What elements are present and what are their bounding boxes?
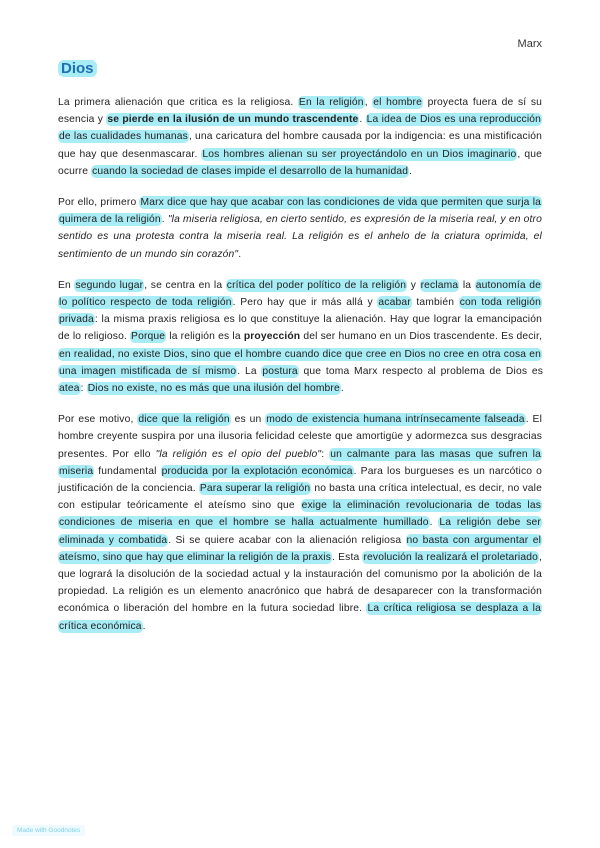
highlight-run: producida por la explotación económica xyxy=(161,465,353,477)
text-run: En xyxy=(58,279,71,291)
text-run: , una caricatura del hombre causada por la indigencia: es una mistificación que hay que desenmascarar. xyxy=(58,131,543,160)
text-run: . xyxy=(238,248,242,260)
highlight-run: En la religión xyxy=(298,97,364,108)
bold-run: proyección xyxy=(243,331,301,343)
text-run: . La xyxy=(237,365,257,377)
text-run: . xyxy=(409,165,413,177)
highlight-run: La idea de Dios es una reproducción de las cualidades humanas xyxy=(59,114,542,143)
quote-run: "la miseria religiosa, en cierto sentido, es expresión de la miseria real, y en otro sentido es una protesta contra la miseria real. La religión es el anhelo de la criatura oprimida, el sentimiento de un mundo sin corazón" xyxy=(58,214,542,260)
highlight-run: postura xyxy=(262,365,298,377)
highlight-run: Los hombres alienan su ser proyectándolo en un Dios imaginario xyxy=(202,148,517,160)
highlight-run: exige la eliminación revolucionaria de todas las condiciones de miseria en que el hombre se halla actualmente humillado xyxy=(59,500,541,529)
text-run: , que ocurre xyxy=(58,148,542,177)
highlight-run: La crítica religiosa se desplaza a la crítica económica xyxy=(59,603,541,632)
highlight-run: La religión debe ser eliminada y combatida xyxy=(59,517,542,546)
highlight-run: Marx dice que hay que acabar con las condiciones de vida que permiten que surja la quimera de la religión xyxy=(59,197,542,226)
text-run: , se centra en la xyxy=(144,279,223,291)
text-run: Por ello, primero xyxy=(58,197,137,209)
text-run: La primera alienación que critica es la religiosa. xyxy=(58,97,294,108)
highlight-run: el hombre xyxy=(373,97,422,108)
text-run: . Pero hay que ir más allá y xyxy=(232,297,373,309)
text-run: la religión es la xyxy=(169,331,241,343)
highlight-run: cuando la sociedad de clases impide el desarrollo de la humanidad xyxy=(92,165,409,177)
paragraph-2 xyxy=(58,194,542,263)
text-run: la xyxy=(462,279,472,291)
text-run: . El hombre creyente suspira por una ilusoria felicidad celeste que amortigüe y adormezca sus desgracias presentes. Por ello xyxy=(58,414,543,460)
text-run: . xyxy=(429,517,433,529)
highlight-run: Porque xyxy=(131,331,166,343)
goodnotes-badge: Made with Goodnotes xyxy=(12,825,85,836)
highlight-run: un calmante para las masas que sufren la miseria xyxy=(59,448,542,477)
text-run: , xyxy=(364,97,368,108)
highlight-run: se pierde en la ilusión de un mundo trascendente xyxy=(107,114,359,126)
text-run: también xyxy=(416,297,455,309)
highlight-run: con toda religión privada xyxy=(59,297,541,326)
text-run: . xyxy=(142,620,146,632)
highlight-run: Dios no existe, no es más que una ilusión del hombre xyxy=(87,383,340,395)
text-run: : xyxy=(80,383,84,395)
text-run: no basta una crítica intelectual, es decir, no vale con estipular teóricamente el ateísmo sino que xyxy=(58,483,542,512)
text-run: que toma Marx respecto al problema de Dios es xyxy=(303,365,543,377)
highlight-run: no basta con argumentar el ateísmo, sino que hay que eliminar la religión de la praxis xyxy=(59,534,542,563)
author-header: Marx xyxy=(517,38,542,50)
text-run: es un xyxy=(234,414,262,426)
highlight-run: dice que la religión xyxy=(138,414,230,426)
text-run: , que logrará la disolución de la sociedad actual y la instauración del comunismo por la abolición de la propiedad. La religión es un elemento anacrónico que habrá de desaparecer con la transformación económica o liberación del hombre en la futura sociedad libre. xyxy=(58,551,542,615)
highlight-run: en realidad, no existe Dios, sino que el hombre cuando dice que cree en Dios no cree en otra cosa en una imagen mistificada de sí mismo xyxy=(59,348,541,377)
text-run: . xyxy=(161,214,168,226)
paragraph-3 xyxy=(58,277,542,397)
highlight-run: atea xyxy=(59,383,80,395)
paragraph-4 xyxy=(58,411,542,635)
text-run: del ser humano en un Dios trascendente. Es decir, xyxy=(303,331,542,343)
text-run: . xyxy=(340,383,344,395)
highlight-run: segundo lugar xyxy=(75,279,144,291)
highlight-run: Para superar la religión xyxy=(199,483,311,495)
text-run: proyecta fuera de sí su esencia y xyxy=(58,97,542,126)
highlight-run: acabar xyxy=(378,297,411,309)
highlight-run: revolución la realizará el proletariado xyxy=(363,551,538,563)
text-run: . Para los burgueses es un narcótico o justificación de la conciencia. xyxy=(58,465,542,495)
paragraph-1 xyxy=(58,94,542,180)
highlight-run: modo de existencia humana intrínsecamente falseada xyxy=(266,414,525,426)
document-body xyxy=(58,94,542,649)
highlight-run: reclama xyxy=(420,279,459,291)
text-run: Por ese motivo, xyxy=(58,414,134,426)
text-run: . Esta xyxy=(332,551,360,563)
text-run: : la misma praxis religiosa es lo que constituye la alienación. Hay que lograr la emancipación de lo religioso. xyxy=(58,314,542,343)
highlight-run: autonomía de lo político respecto de toda religión xyxy=(59,279,542,309)
text-run: y xyxy=(410,279,417,291)
quote-run: "la religión es el opio del pueblo" xyxy=(155,448,322,460)
text-run: . xyxy=(359,114,363,126)
highlight-run: crítica del poder político de la religión xyxy=(226,279,407,291)
page-title: Dios xyxy=(58,60,97,77)
text-run: fundamental xyxy=(98,465,157,477)
text-run: : xyxy=(321,448,325,460)
text-run: . Si se quiere acabar con la alienación religiosa xyxy=(168,534,402,546)
